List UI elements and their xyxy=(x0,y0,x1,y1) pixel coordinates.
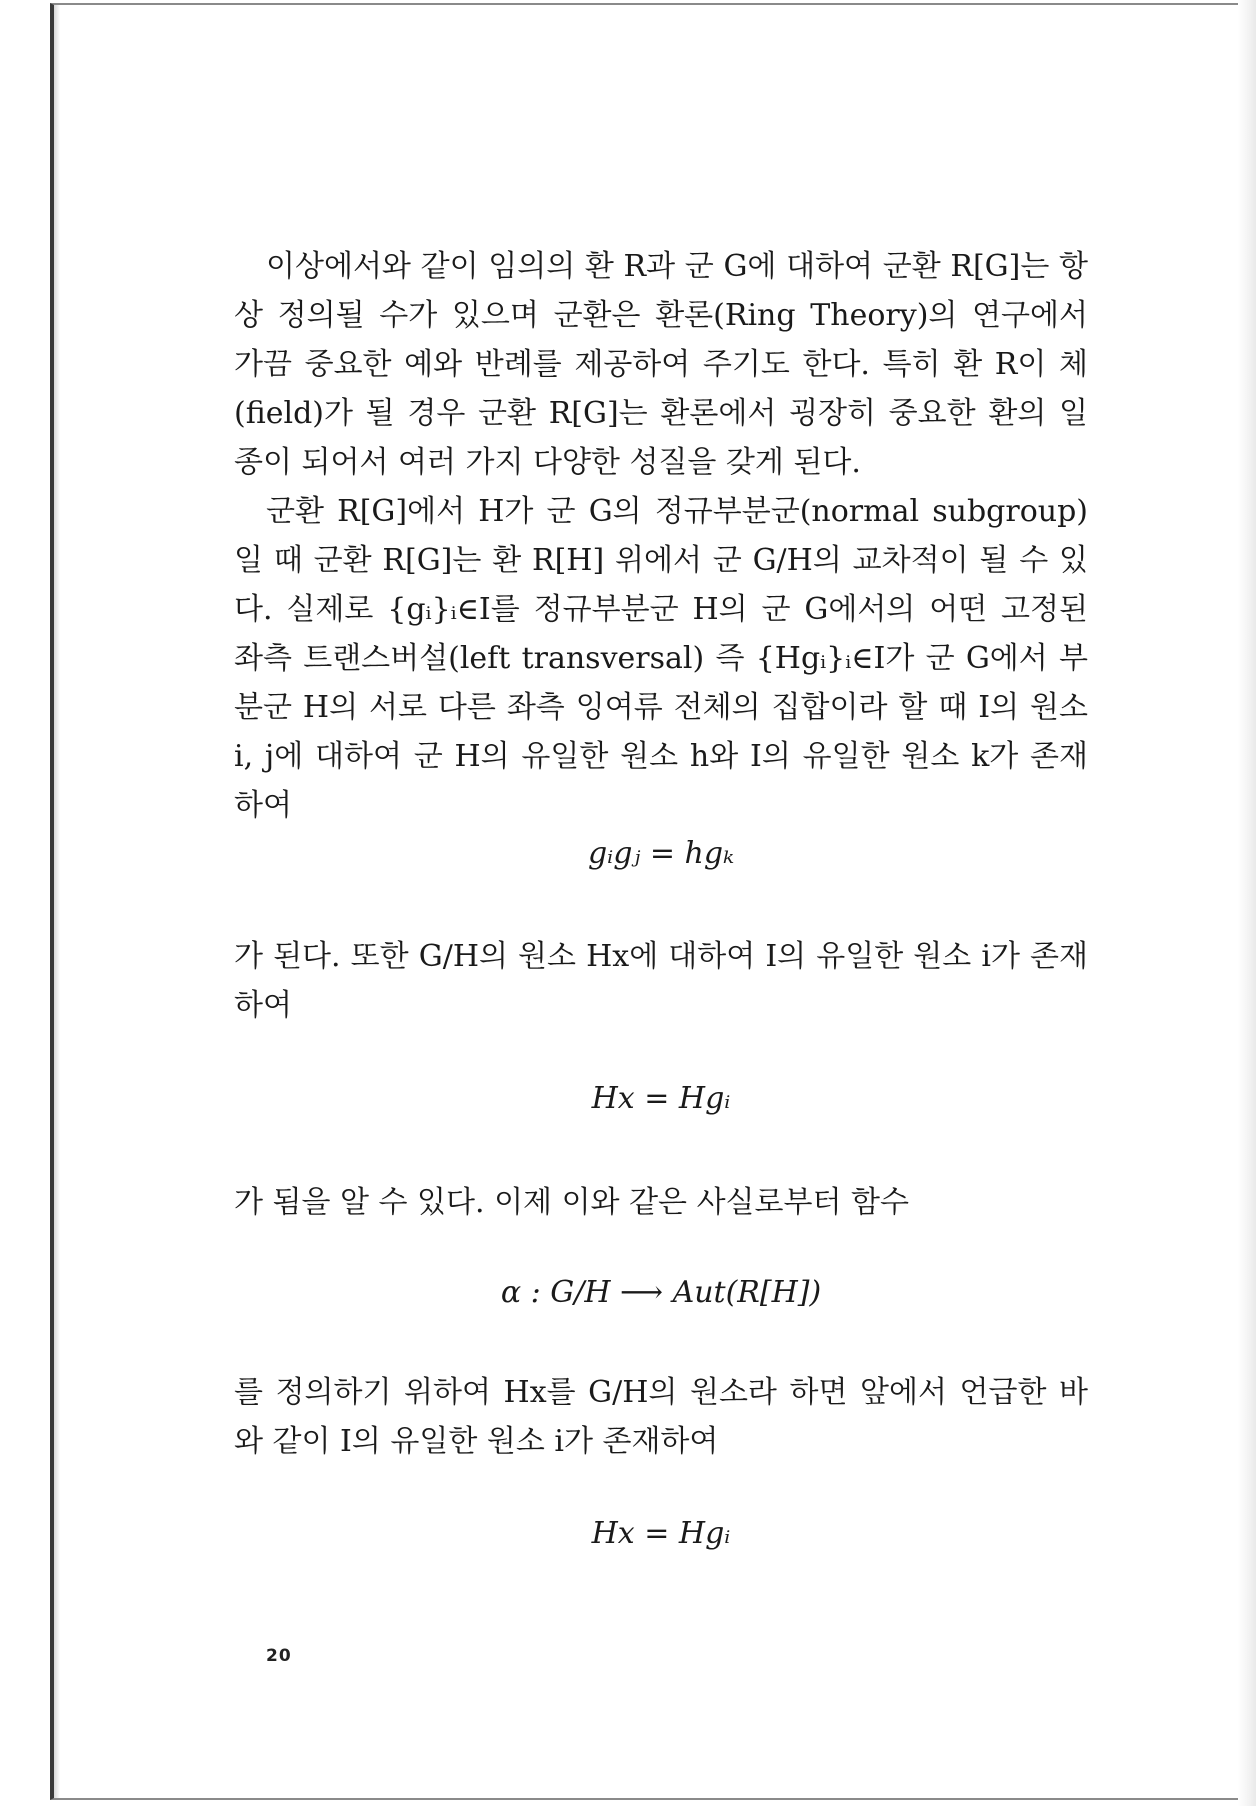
page-right-edge xyxy=(1238,0,1256,1806)
paragraph-1: 이상에서와 같이 임의의 환 R과 군 G에 대하여 군환 R[G]는 항상 정의될 수가 있으며 군환은 환론(Ring Theory)의 연구에서 가끔 중요한 예와 반례를 제공하여 주기도 한다. 특히 환 R이 체(field)가 될 경우 군환 R[G]는 환론에서 굉장히 중요한 환의 일종이 되어서 여러 가지 다양한 성질을 갖게 된다. xyxy=(234,249,1088,480)
body-text xyxy=(234,242,1088,830)
equation-3: α : G/H ⟶ Aut(R[H]) xyxy=(500,1275,822,1310)
text-after-equation-1: 가 된다. 또한 G/H의 원소 Hx에 대하여 I의 유일한 원소 i가 존재하여 xyxy=(234,939,1088,1023)
equation-1: gᵢgⱼ = hgₖ xyxy=(587,836,735,871)
page-number: 20 xyxy=(266,1646,292,1666)
text-after-equation-3: 를 정의하기 위하여 Hx를 G/H의 원소라 하면 앞에서 언급한 바와 같이 I의 유일한 원소 i가 존재하여 xyxy=(234,1375,1088,1459)
paragraph-2: 군환 R[G]에서 H가 군 G의 정규부분군(normal subgroup)일 때 군환 R[G]는 환 R[H] 위에서 군 G/H의 교차적이 될 수 있다. 실제로 {gᵢ}ᵢ∈I를 정규부분군 H의 군 G에서의 어떤 고정된 좌측 트랜스버설(left transversal) 즉 {Hgᵢ}ᵢ∈I가 군 G에서 부분군 H의 서로 다른 좌측 잉여류 전체의 집합이라 할 때 I의 원소 i, j에 대하여 군 H의 유일한 원소 h와 I의 유일한 원소 k가 존재하여 xyxy=(234,494,1088,823)
equation-4: Hx = Hgᵢ xyxy=(591,1516,731,1551)
text-after-equation-2: 가 됨을 알 수 있다. 이제 이와 같은 사실로부터 함수 xyxy=(234,1185,909,1220)
page-gutter-shadow xyxy=(54,5,60,1798)
equation-2: Hx = Hgᵢ xyxy=(591,1081,731,1116)
